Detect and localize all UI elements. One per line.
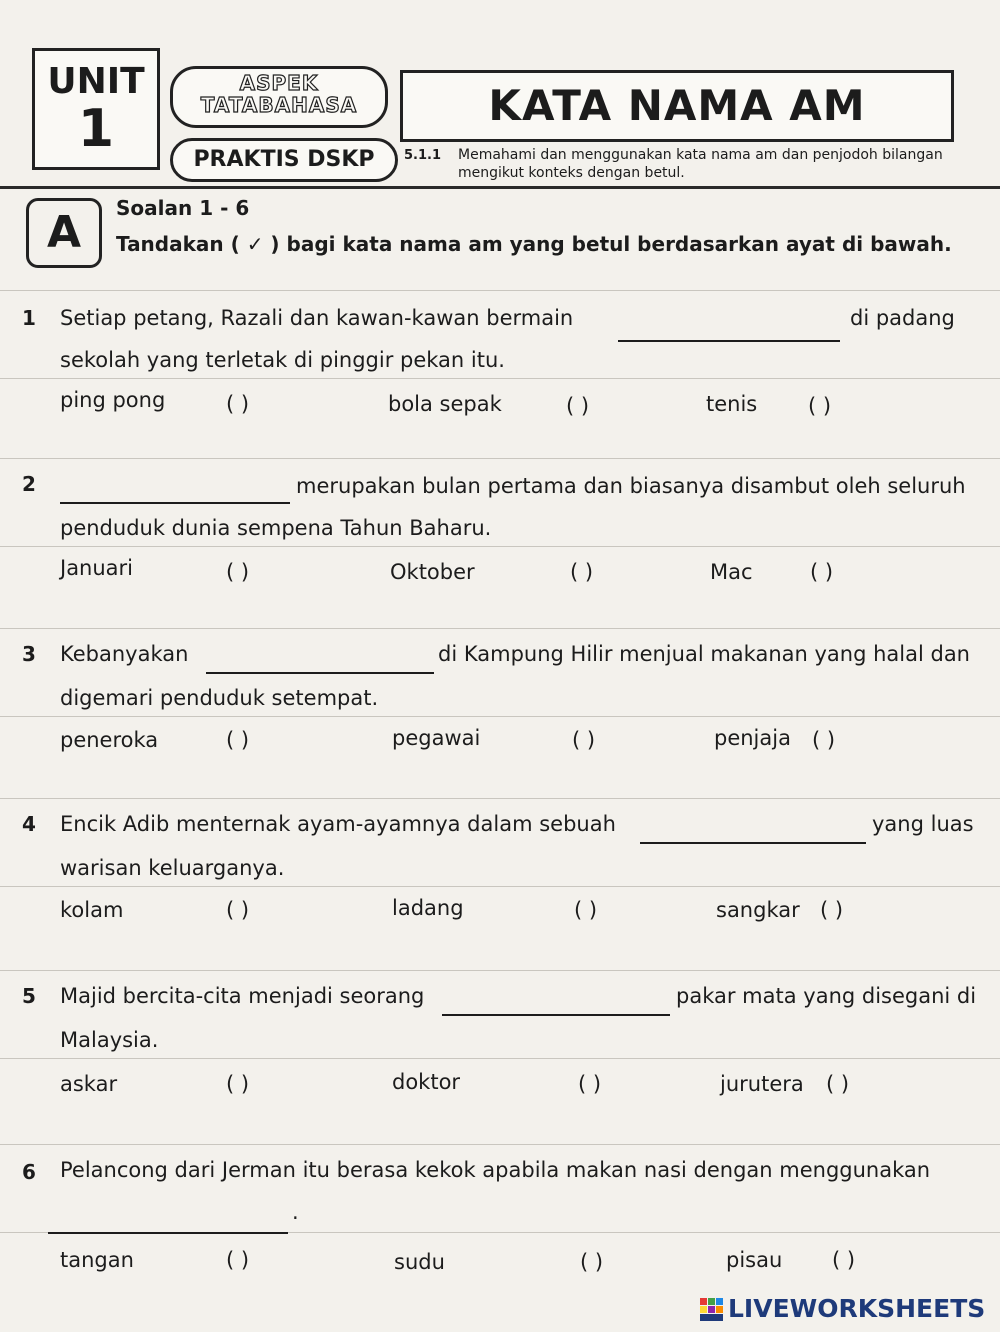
question-text: Encik Adib menternak ayam-ayamnya dalam sebuah [60,812,616,836]
question-text: Kebanyakan [60,642,189,666]
question-number: 6 [22,1160,36,1184]
page-title: KATA NAMA AM [400,70,954,142]
question-text: Pelancong dari Jerman itu berasa kekok apabila makan nasi dengan menggunakan [60,1158,931,1182]
option-checkbox[interactable]: ( ) [580,1250,604,1274]
option-label: jurutera [720,1072,804,1096]
option-label: kolam [60,898,124,922]
answer-blank [640,842,866,844]
answer-blank [48,1232,288,1234]
option-label: bola sepak [388,392,502,416]
standard-description: Memahami dan menggunakan kata nama am dan penjodoh bilangan mengikut konteks dengan betul. [458,147,943,181]
option-label: penjaja [714,726,791,750]
option-checkbox[interactable]: ( ) [566,394,590,418]
liveworksheets-logo-icon [700,1298,724,1322]
option-label: doktor [392,1070,461,1094]
option-label: sangkar [716,898,800,922]
option-checkbox[interactable]: ( ) [226,898,250,922]
question-text: pakar mata yang disegani di [676,984,977,1008]
option-checkbox[interactable]: ( ) [574,898,598,922]
answer-blank [206,672,434,674]
question-number: 2 [22,472,36,496]
question-text: penduduk dunia sempena Tahun Baharu. [60,516,492,540]
answer-blank [60,502,290,504]
unit-box [32,48,160,170]
aspek-line1: ASPEK [239,71,319,95]
unit-label: UNIT [47,61,145,102]
question-number: 5 [22,984,36,1008]
question-text: Malaysia. [60,1028,159,1052]
sentence-end: . [292,1200,299,1224]
option-checkbox[interactable]: ( ) [810,560,834,584]
option-checkbox[interactable]: ( ) [572,728,596,752]
question-text: di Kampung Hilir menjual makanan yang halal dan [438,642,970,666]
header-divider [0,186,1000,189]
option-checkbox[interactable]: ( ) [826,1072,850,1096]
question-number: 4 [22,812,36,836]
question-text: sekolah yang terletak di pinggir pekan itu. [60,348,505,372]
option-label: pegawai [392,726,481,750]
option-checkbox[interactable]: ( ) [820,898,844,922]
answer-blank [618,340,840,342]
unit-number: 1 [77,99,115,159]
standard-code: 5.1.1 [404,148,442,163]
question-number: 3 [22,642,36,666]
question-text: yang luas [872,812,974,836]
option-label: tangan [60,1248,134,1272]
option-label: Oktober [390,560,475,584]
praktis-badge: PRAKTIS DSKP [170,138,398,182]
section-letter: A [26,198,102,268]
option-label: pisau [726,1248,783,1272]
option-label: tenis [706,392,758,416]
option-checkbox[interactable]: ( ) [578,1072,602,1096]
questions-range: Soalan 1 - 6 [116,196,250,220]
option-checkbox[interactable]: ( ) [226,1072,250,1096]
option-label: askar [60,1072,118,1096]
option-checkbox[interactable]: ( ) [226,1248,250,1272]
aspek-badge [170,66,388,128]
option-checkbox[interactable]: ( ) [226,560,250,584]
liveworksheets-logo-text: LIVEWORKSHEETS [728,1294,986,1323]
option-label: Januari [60,556,134,580]
question-text: Setiap petang, Razali dan kawan-kawan bermain [60,306,574,330]
question-number: 1 [22,306,36,330]
option-checkbox[interactable]: ( ) [226,392,250,416]
option-label: ping pong [60,388,166,412]
option-label: ladang [392,896,464,920]
option-label: peneroka [60,728,159,752]
question-text: di padang [850,306,955,330]
instruction: Tandakan ( ✓ ) bagi kata nama am yang betul berdasarkan ayat di bawah. [116,232,952,256]
option-checkbox[interactable]: ( ) [812,728,836,752]
question-text: digemari penduduk setempat. [60,686,379,710]
aspek-line2: TATABAHASA [200,93,358,117]
question-text: Majid bercita-cita menjadi seorang [60,984,425,1008]
question-text: merupakan bulan pertama dan biasanya disambut oleh seluruh [296,474,966,498]
option-checkbox[interactable]: ( ) [226,728,250,752]
option-checkbox[interactable]: ( ) [570,560,594,584]
option-checkbox[interactable]: ( ) [832,1248,856,1272]
question-text: warisan keluarganya. [60,856,285,880]
option-label: Mac [710,560,753,584]
option-checkbox[interactable]: ( ) [808,394,832,418]
answer-blank [442,1014,670,1016]
option-label: sudu [394,1250,445,1274]
